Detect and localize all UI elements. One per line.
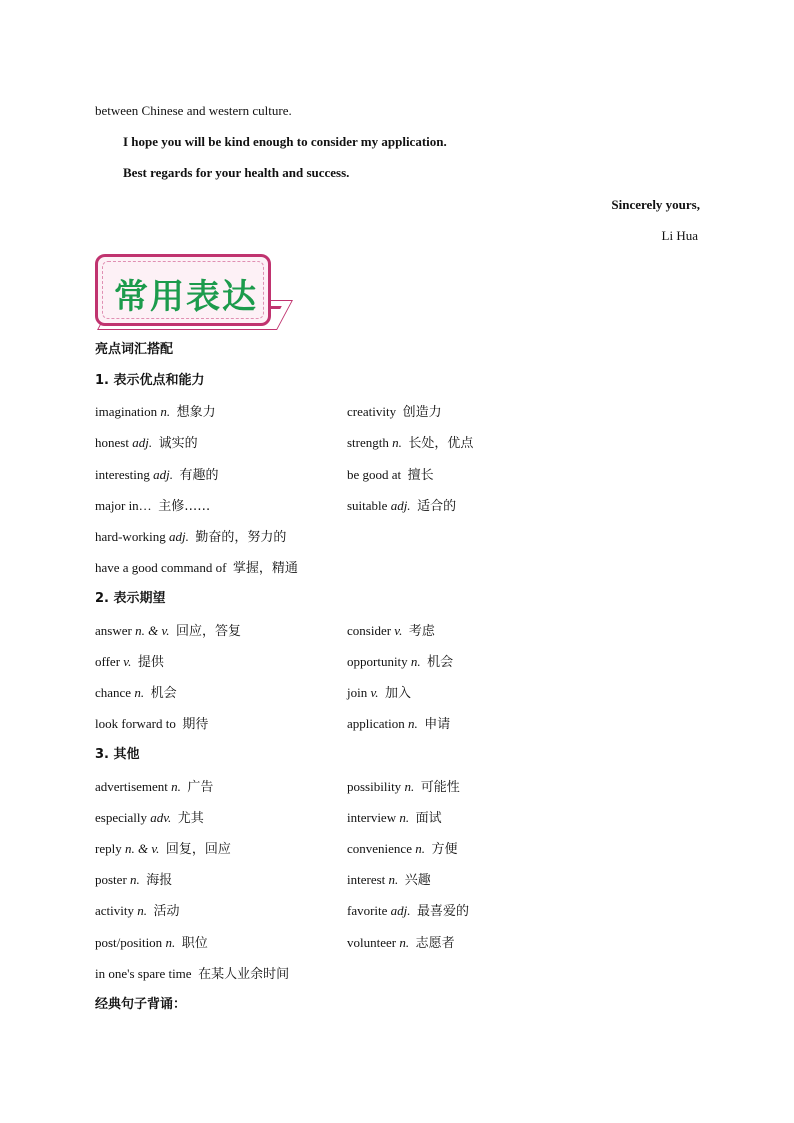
letter-closing: Sincerely yours, bbox=[611, 197, 700, 212]
vocab-part-of-speech: n. bbox=[408, 716, 418, 731]
vocab-entry bbox=[95, 498, 210, 515]
vocab-meaning: 加入 bbox=[385, 686, 412, 701]
vocab-entry bbox=[95, 872, 172, 889]
vocab-meaning: 期待 bbox=[182, 717, 209, 732]
vocab-entry bbox=[95, 966, 289, 983]
vocab-part-of-speech: n. bbox=[388, 872, 399, 887]
vocab-entry bbox=[347, 779, 460, 796]
vocab-part-of-speech: adj. bbox=[390, 498, 411, 513]
vocab-word: opportunity bbox=[347, 654, 408, 669]
vocab-word: offer bbox=[95, 654, 121, 669]
vocab-word: advertisement bbox=[95, 779, 168, 794]
vocab-meaning: 海报 bbox=[146, 873, 173, 888]
vocab-word: especially bbox=[95, 810, 147, 825]
vocab-meaning: 活动 bbox=[153, 904, 180, 919]
vocab-word: answer bbox=[95, 623, 132, 638]
vocab-word: imagination bbox=[95, 404, 158, 419]
vocab-word: in one's spare time bbox=[95, 966, 192, 981]
vocab-meaning: 面试 bbox=[415, 811, 442, 826]
banner-box bbox=[95, 254, 271, 326]
vocab-word: look forward to bbox=[95, 716, 176, 731]
vocab-part-of-speech: adv. bbox=[150, 810, 172, 825]
vocab-entry bbox=[95, 467, 219, 484]
vocab-entry bbox=[95, 435, 198, 452]
vocab-part-of-speech: n. bbox=[165, 935, 176, 950]
banner-title: 常用表达 bbox=[114, 277, 258, 317]
vocab-word: be good at bbox=[347, 467, 402, 482]
vocab-meaning: 尤其 bbox=[177, 811, 204, 826]
vocab-entry bbox=[95, 623, 241, 640]
vocab-meaning: 创造力 bbox=[402, 405, 442, 420]
vocab-part-of-speech: n. bbox=[130, 872, 140, 887]
vocab-meaning: 诚实的 bbox=[158, 436, 198, 451]
letter-signature: Li Hua bbox=[661, 228, 698, 243]
vocab-meaning: 机会 bbox=[427, 655, 454, 670]
vocab-word: poster bbox=[95, 872, 127, 887]
vocab-entry bbox=[347, 810, 442, 827]
vocab-word: consider bbox=[347, 623, 392, 638]
vocab-word: application bbox=[347, 716, 405, 731]
vocab-word: activity bbox=[95, 903, 134, 918]
vocab-entry bbox=[347, 404, 442, 421]
vocab-word: interview bbox=[347, 810, 397, 825]
vocab-meaning: 广告 bbox=[187, 780, 214, 795]
vocab-part-of-speech: n. bbox=[160, 404, 171, 419]
vocab-meaning: 申请 bbox=[424, 717, 451, 732]
vocab-part-of-speech: adj. bbox=[132, 435, 153, 450]
vocab-entry bbox=[347, 498, 456, 515]
vocab-word: reply bbox=[95, 841, 122, 856]
vocab-entry bbox=[347, 623, 435, 640]
vocab-meaning: 勤奋的，努力的 bbox=[195, 530, 287, 545]
vocab-part-of-speech: adj. bbox=[390, 903, 411, 918]
vocab-word: have a good command of bbox=[95, 560, 227, 575]
vocab-part-of-speech: n. bbox=[137, 903, 147, 918]
vocab-part-of-speech: n. bbox=[404, 779, 415, 794]
vocab-meaning: 提供 bbox=[137, 655, 164, 670]
vocab-part-of-speech: n. & v. bbox=[135, 623, 170, 638]
vocab-entry bbox=[347, 467, 434, 484]
vocab-part-of-speech: n. bbox=[415, 841, 425, 856]
vocab-meaning: 方便 bbox=[431, 842, 458, 857]
vocab-entry bbox=[347, 841, 457, 858]
vocab-part-of-speech: v. bbox=[394, 623, 403, 638]
vocab-meaning: 回复，回应 bbox=[165, 842, 231, 857]
vocab-meaning: 兴趣 bbox=[404, 873, 431, 888]
vocab-entry bbox=[95, 404, 216, 421]
vocab-entry bbox=[347, 872, 431, 889]
vocab-part-of-speech: n. bbox=[410, 654, 421, 669]
vocab-part-of-speech: v. bbox=[123, 654, 132, 669]
vocab-word: honest bbox=[95, 435, 129, 450]
vocab-entry bbox=[95, 716, 208, 733]
vocab-part-of-speech: n. bbox=[171, 779, 181, 794]
vocab-entry bbox=[95, 529, 286, 546]
vocab-part-of-speech: n. bbox=[134, 685, 145, 700]
vocab-word: chance bbox=[95, 685, 132, 700]
vocab-meaning: 志愿者 bbox=[415, 936, 455, 951]
group-heading: 2. 表示期望 bbox=[95, 591, 166, 606]
vocab-meaning: 擅长 bbox=[407, 468, 434, 483]
vocab-meaning: 长处，优点 bbox=[408, 436, 474, 451]
vocab-part-of-speech: n. bbox=[399, 935, 410, 950]
vocab-entry bbox=[95, 654, 164, 671]
vocab-entry bbox=[95, 903, 180, 920]
vocab-meaning: 在某人业余时间 bbox=[198, 967, 290, 982]
vocab-part-of-speech: n. bbox=[399, 810, 410, 825]
vocab-entry bbox=[347, 685, 411, 702]
vocab-meaning: 考虑 bbox=[408, 624, 435, 639]
vocab-word: suitable bbox=[347, 498, 388, 513]
vocab-meaning: 适合的 bbox=[417, 499, 457, 514]
vocab-meaning: 可能性 bbox=[420, 780, 460, 795]
group-heading: 3. 其他 bbox=[95, 747, 140, 762]
vocab-meaning: 有趣的 bbox=[179, 468, 219, 483]
letter-line-bold: I hope you will be kind enough to consider my application. bbox=[123, 134, 447, 149]
vocab-part-of-speech: n. & v. bbox=[124, 841, 160, 856]
vocab-part-of-speech: n. bbox=[392, 435, 402, 450]
vocab-meaning: 主修…… bbox=[158, 499, 211, 514]
section-title: 亮点词汇搭配 bbox=[95, 342, 174, 357]
vocab-entry bbox=[347, 903, 469, 920]
vocab-entry bbox=[347, 935, 455, 952]
vocab-entry bbox=[347, 654, 453, 671]
vocab-entry bbox=[347, 716, 450, 733]
vocab-entry bbox=[95, 841, 231, 858]
section-banner bbox=[95, 254, 285, 330]
vocab-word: favorite bbox=[347, 903, 388, 918]
footer-heading: 经典句子背诵： bbox=[95, 997, 187, 1012]
vocab-word: possibility bbox=[347, 779, 402, 794]
vocab-entry bbox=[95, 810, 204, 827]
vocab-entry bbox=[347, 435, 473, 452]
vocab-word: major in… bbox=[95, 498, 152, 513]
vocab-meaning: 最喜爱的 bbox=[417, 904, 470, 919]
letter-line-bold: Best regards for your health and success. bbox=[123, 165, 350, 180]
vocab-entry bbox=[95, 685, 177, 702]
vocab-meaning: 职位 bbox=[181, 936, 208, 951]
vocab-meaning: 想象力 bbox=[176, 405, 216, 420]
vocab-meaning: 回应，答复 bbox=[176, 624, 242, 639]
vocab-meaning: 机会 bbox=[150, 686, 177, 701]
vocab-word: interest bbox=[347, 872, 386, 887]
letter-line: between Chinese and western culture. bbox=[95, 103, 292, 118]
vocab-entry bbox=[95, 935, 208, 952]
vocab-word: strength bbox=[347, 435, 389, 450]
vocab-word: interesting bbox=[95, 467, 150, 482]
vocab-word: hard-working bbox=[95, 529, 166, 544]
vocab-part-of-speech: v. bbox=[370, 685, 379, 700]
vocab-word: join bbox=[347, 685, 368, 700]
vocab-part-of-speech: adj. bbox=[169, 529, 189, 544]
vocab-word: convenience bbox=[347, 841, 412, 856]
vocab-word: volunteer bbox=[347, 935, 397, 950]
vocab-entry bbox=[95, 560, 298, 577]
vocab-meaning: 掌握，精通 bbox=[232, 561, 298, 576]
vocab-word: post/position bbox=[95, 935, 163, 950]
group-heading: 1. 表示优点和能力 bbox=[95, 373, 205, 388]
vocab-entry bbox=[95, 779, 213, 796]
vocab-part-of-speech: adj. bbox=[153, 467, 174, 482]
vocab-word: creativity bbox=[347, 404, 397, 419]
